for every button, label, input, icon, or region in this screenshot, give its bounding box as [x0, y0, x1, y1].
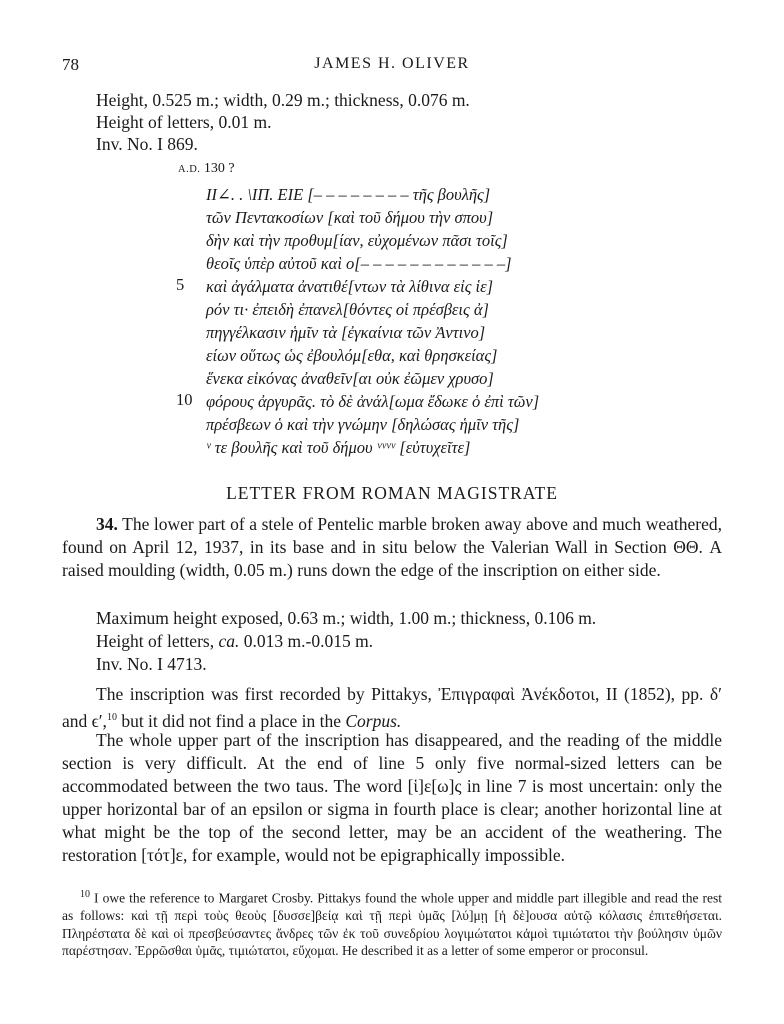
section-heading: LETTER FROM ROMAN MAGISTRATE — [226, 483, 558, 503]
prev-inventory: Inv. No. I 869. — [96, 134, 198, 154]
running-head: JAMES H. OLIVER — [314, 55, 470, 72]
inscription-line: πρέσβεων ὁ καὶ τὴν γνώμην [δηλώσας ἡμῖν τῆς] — [206, 415, 520, 434]
inscription-line: ἕνεκα εἰκόνας ἀναθεῖν[αι οὐκ ἐῶμεν χρυσο] — [206, 369, 494, 388]
date-year: 130 ? — [200, 161, 235, 176]
footnote-text: I owe the reference to Margaret Crosby. Pittakys found the whole upper and middle part illegible and read the rest as follows: καὶ τῇ περὶ τοὺς θεοὺς [δυσσε]βείᾳ καὶ τῇ περὶ ὑμᾶς [λύ]μῃ [ἡ δὲ]ουσα αὐτῷ κόλασις ἐπιτεθήσεται. Πληρέστατα δὲ καὶ οἱ πρεσβεύσαντες ἄνδρες τῶν ἐκ τοῦ συνεδρίου λογιμώτατοι κἀμοὶ τιμιώτατοι τὴν βούλησιν ὑμῶν παρέστησαν. Ἐρρῶσθαι ὑμᾶς, τιμιώτατοι, εὔχομαι. He described it as a letter of some emperor or proconsul. — [62, 890, 722, 958]
inscription-line: ᵛ τε βουλῆς καὶ τοῦ δήμου ᵛᵛᵛᵛ [εὐτυχεῖτε] — [206, 438, 471, 457]
inscription-line: θεοῖς ὑπὲρ αὐτοῦ καὶ ο[– – – – – – – – – – – –] — [206, 254, 512, 273]
date-era: A.D. — [178, 164, 201, 175]
inscription-line: ΙΙ∠. . \ΙΠ. ΕΙΕ [– – – – – – – – τῆς βουλῆς] — [206, 185, 491, 204]
entry-letter-height — [96, 630, 373, 653]
letter-height-label: Height of letters, — [96, 631, 219, 651]
entry-number: 34. — [96, 514, 118, 534]
inscription-line: δὴν καὶ τὴν προθυμ[ίαν, εὐχομένων πᾶσι τοῖς] — [206, 231, 508, 250]
inscription-line: πηγγέλκασιν ἡμῖν τὰ [ἐγκαίνια τῶν Ἀντινο] — [206, 323, 486, 342]
entry-dimensions: Maximum height exposed, 0.63 m.; width, 1.00 m.; thickness, 0.106 m. — [96, 608, 597, 628]
corpus-ref: Corpus. — [345, 710, 402, 731]
para1-text: The inscription was first recorded by Pittakys, Ἐπιγραφαὶ Ἀνέκδοτοι, II (1852), pp. δ′ and ϵ′, — [62, 684, 722, 731]
line-number: 5 — [176, 275, 185, 294]
description-text: The lower part of a stele of Pentelic marble broken away above and much weathered, found on April 12, 1937, in its base and in situ below the Valerian Wall in Section ΘΘ. A raised moulding (width, 0.05 m.) runs down the edge of the inscription on either side. — [62, 514, 723, 580]
entry-description — [62, 513, 722, 582]
inscription-date — [178, 161, 235, 177]
inscription-line: καὶ ἀγάλματα ἀνατιθέ[ντων τὰ λίθινα εἰς ἱε] — [206, 277, 494, 296]
inscription-line: φόρους ἀργυρᾶς. τὸ δὲ ἀνάλ[ωμα ἔδωκε ὁ ἐπὶ τῶν] — [206, 392, 540, 411]
inscription-line: είων οὕτως ὡς ἐβουλόμ[εθα, καὶ θρησκείας] — [206, 346, 498, 365]
footnote-number: 10 — [80, 889, 90, 900]
paragraph-reading — [62, 729, 722, 867]
letter-height-values: 0.013 m.-0.015 m. — [239, 631, 374, 651]
page-number: 78 — [62, 55, 79, 74]
circa-abbrev: ca. — [218, 631, 240, 651]
footnote-ref[interactable]: 10 — [106, 712, 117, 723]
paragraph-first-record — [62, 683, 722, 733]
para2-text: The whole upper part of the inscription has disappeared, and the reading of the middle section is very difficult. At the end of line 5 only five normal-sized letters can be accommodated between the two taus. The word [ἱ]ε[ω]ς in line 7 is most uncertain: only the upper horizontal bar of an epsilon or sigma in fourth place is clear; another horizontal line at what might be the top of the second letter, may be an accident of the weathering. The restoration [τότ]ε, for example, would not be epigraphically impossible. — [62, 730, 722, 865]
entry-inventory: Inv. No. I 4713. — [96, 654, 207, 674]
inscription-line: ρόν τι· ἐπειδὴ ἐπανελ[θόντες οἱ πρέσβεις ἀ] — [206, 300, 489, 319]
line-number: 10 — [176, 390, 193, 409]
footnote — [62, 886, 722, 960]
para1-text-b: but it did not find a place in the — [116, 710, 346, 731]
prev-letter-height: Height of letters, 0.01 m. — [96, 112, 272, 132]
inscription-line: τῶν Πεντακοσίων [καὶ τοῦ δήμου τὴν σπου] — [206, 208, 494, 227]
prev-dimensions: Height, 0.525 m.; width, 0.29 m.; thickness, 0.076 m. — [96, 90, 470, 110]
